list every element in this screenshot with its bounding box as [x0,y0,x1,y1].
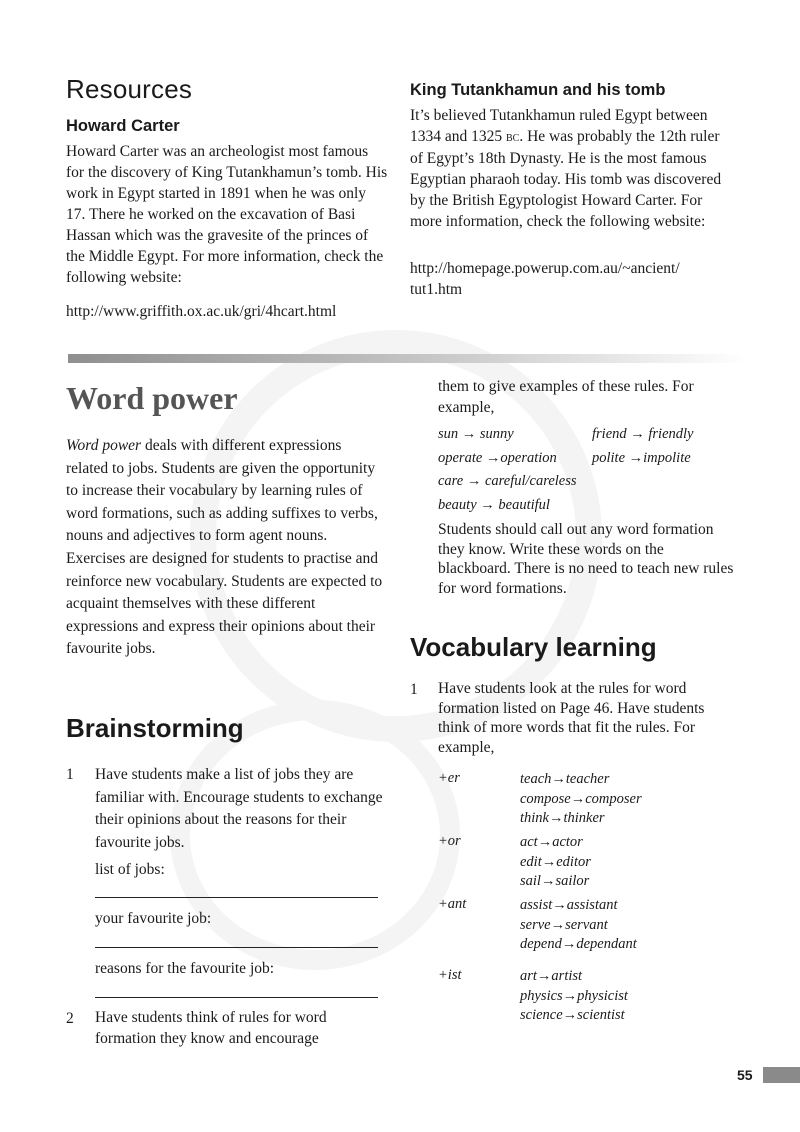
bc-abbrev: bc [506,130,520,145]
example-left: operate →operation [438,449,557,466]
vocabulary-item1-text: Have students look at the rules for word formation listed on Page 46. Have students think of more words that fit the rules. For example, [438,680,705,756]
suffix-example: act→actor [520,834,583,850]
example-row [438,470,738,494]
example-right: friend → friendly [592,426,694,443]
tutankhamun-url-line2[interactable]: tut1.htm [410,281,463,298]
brainstorming-item2-continued: them to give examples of these rules. For example, [438,378,694,416]
tutankhamun-title: King Tutankhamun and his tomb [410,81,666,99]
word-power-intro [66,435,384,661]
brainstorming-item1-text: Have students make a list of jobs they are familiar with. Encourage students to exchange their opinions about the reasons for their favourite jobs. [95,766,383,851]
page-number-tab [763,1067,800,1083]
brainstorming-item1-number: 1 [66,766,74,783]
word-formation-examples [438,423,738,517]
suffix-example: compose→composer [520,790,642,807]
resources-heading: Resources [66,74,193,104]
suffix-label: +er [438,770,460,786]
page-number: 55 [737,1067,753,1083]
word-power-intro-rest: deals with different expressions related to jobs. Students are given the opportunity to increase their vocabulary by learning rules of word formations, such as adding suffixes to verbs, nouns and adjectives to form agent nouns. Exercises are designed for students to practise and reinforce new vocabulary. Students are expected to acquaint themselves with these different expressions and express their opinions about their favourite jobs. [66,437,383,658]
brainstorming-heading: Brainstorming [66,713,244,743]
word-power-heading: Word power [66,380,238,416]
reasons-label: reasons for the favourite job: [95,960,275,977]
howard-carter-text: Howard Carter was an archeologist most famous for the discovery of King Tutankhamun’s tomb. His work in Egypt started in 1891 when he was only 17. There he worked on the excavation of Basi Hassan which was the gravesite of the princes of the Middle Egypt. For more information, check the following website: [66,143,388,286]
section-divider-rule [68,354,748,363]
example-row [438,494,738,518]
example-right: polite →impolite [592,449,691,466]
example-row [438,447,738,471]
word-power-intro-italic: Word power [66,437,142,454]
suffix-example: physics→physicist [520,987,628,1004]
tutankhamun-text-after: . He was probably the 12th ruler of Egypt’s 18th Dynasty. He is the most famous Egyptian pharaoh today. His tomb was discovered by the British Egyptologist Howard Carter. For more information, check the following website: [410,128,722,230]
example-left: care → careful/careless [438,473,577,490]
example-left: sun → sunny [438,426,514,443]
vocabulary-learning-heading: Vocabulary learning [410,632,657,662]
example-left: beauty → beautiful [438,496,550,513]
tutankhamun-url-line1[interactable]: http://homepage.powerup.com.au/~ancient/ [410,260,680,277]
vocabulary-item1-number: 1 [410,681,418,698]
howard-carter-title: Howard Carter [66,117,180,135]
example-row [438,423,738,447]
brainstorming-after-examples: Students should call out any word formation they know. Write these words on the blackboard. There is no need to teach new rules for word formations. [438,521,734,597]
howard-carter-url[interactable]: http://www.griffith.ox.ac.uk/gri/4hcart.html [66,303,337,320]
favourite-job-line[interactable] [95,946,378,948]
tutankhamun-text-before: It’s believed Tutankhamun ruled Egypt between 1334 and 1325 [410,107,708,145]
suffix-example: sail→sailor [520,873,590,889]
suffix-label: +ant [438,896,467,912]
list-of-jobs-line[interactable] [95,896,378,898]
suffix-example: teach→teacher [520,771,610,787]
suffix-example: science→scientist [520,1007,625,1023]
brainstorming-item2-text: Have students think of rules for word formation they know and encourage [95,1009,327,1047]
suffix-example: depend→dependant [520,936,637,952]
suffix-examples [438,770,738,1030]
suffix-example: serve→servant [520,916,608,933]
favourite-job-label: your favourite job: [95,910,212,927]
suffix-example: art→artist [520,968,583,984]
reasons-line[interactable] [95,996,378,998]
suffix-example: think→thinker [520,810,605,826]
brainstorming-item2-number: 2 [66,1010,74,1027]
suffix-example: edit→editor [520,853,591,870]
suffix-label: +ist [438,967,462,983]
list-of-jobs-label: list of jobs: [95,861,165,878]
suffix-label: +or [438,833,461,849]
tutankhamun-text [410,105,728,232]
suffix-example: assist→assistant [520,897,618,913]
